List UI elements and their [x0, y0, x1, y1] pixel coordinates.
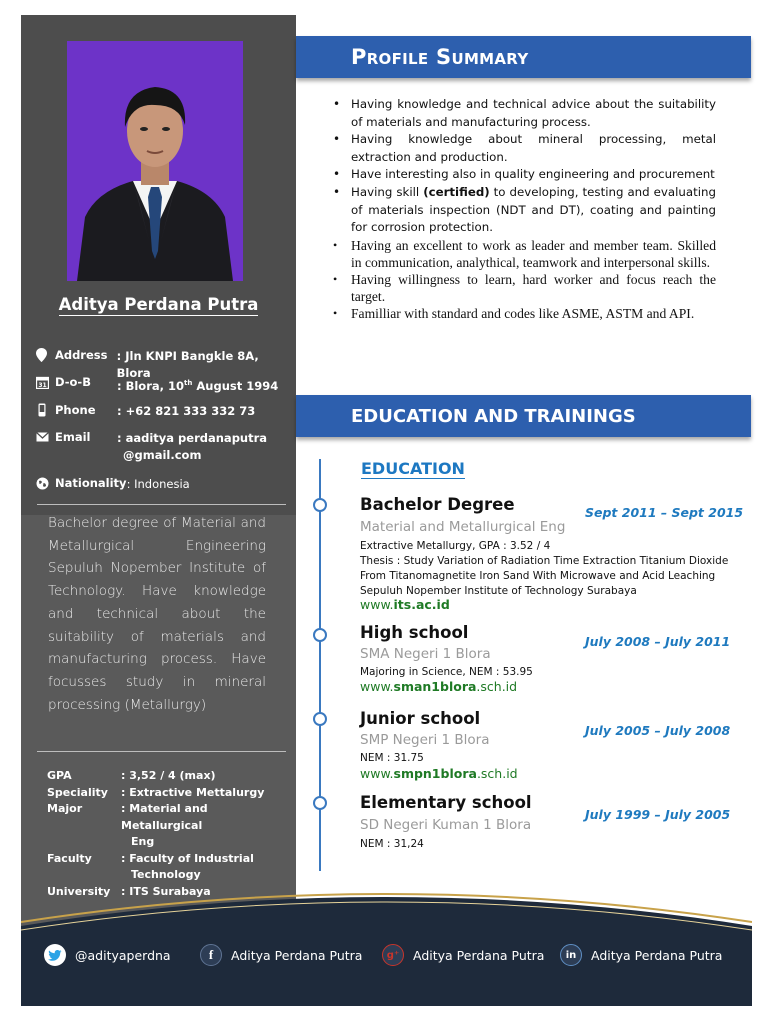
timeline-dot — [313, 628, 327, 642]
facebook-icon: f — [200, 944, 222, 966]
school-name: SMP Negeri 1 Blora — [360, 732, 490, 748]
academic-row-gpa: GPA : 3,52 / 4 (max) — [47, 769, 216, 782]
social-facebook[interactable] — [200, 944, 362, 966]
address-value: : Jln KNPI Bangkle 8A, Blora — [116, 349, 259, 380]
google-plus-icon: g⁺ — [382, 944, 404, 966]
education-period: July 2005 – July 2008 — [585, 723, 731, 738]
social-twitter[interactable] — [44, 944, 171, 966]
school-name: SD Negeri Kuman 1 Blora — [360, 817, 532, 833]
profile-bio: Bachelor degree of Material and Metallurgical Engineering Sepuluh Nopember Institute of Technology. Have knowledge and technical about the suitability of materials and manufacturing process. Have focusses study in mineral processing (Metallurgy) — [48, 515, 266, 713]
profile-summary-title: Profile Summary — [351, 45, 529, 69]
profile-summary-list — [330, 96, 716, 322]
summary-item: • Having knowledge and technical advice about the suitability of materials and manufacturing process. — [330, 96, 716, 131]
social-linkedin[interactable] — [560, 944, 722, 966]
profile-name-text: Aditya Perdana Putra — [58, 295, 259, 314]
summary-item: • Having knowledge about mineral processing, metal extraction and production. — [330, 131, 716, 166]
globe-icon — [35, 476, 49, 490]
education-details: Majoring in Science, NEM : 53.95 — [360, 666, 533, 678]
degree-title: Bachelor Degree — [360, 495, 515, 514]
education-details: Extractive Metallurgy, GPA : 3.52 / 4 Thesis : Study Variation of Radiation Time Extraction Titanium Dioxide From Titanomagnetite Iron Sand With Microwave and Acid Leaching Sepuluh Nopember Institute of Technology Surabaya — [360, 540, 729, 597]
dob-label: D-o-B — [55, 375, 91, 389]
sidebar-divider-bottom — [37, 751, 286, 752]
mobile-phone-icon — [35, 403, 49, 417]
summary-item: • Have interesting also in quality engineering and procurement — [330, 166, 716, 184]
profile-summary-header — [296, 36, 751, 78]
timeline-dot — [313, 712, 327, 726]
degree-title: High school — [360, 623, 469, 642]
timeline-dot — [313, 796, 327, 810]
nationality-label: Nationality — [55, 476, 127, 490]
map-pin-icon — [35, 348, 49, 362]
profile-name — [21, 295, 296, 314]
svg-text:31: 31 — [37, 381, 47, 389]
contact-email — [35, 430, 267, 464]
facebook-name: Aditya Perdana Putra — [231, 947, 363, 963]
phone-value: : +62 821 333 332 73 — [117, 404, 256, 418]
academic-info — [47, 768, 291, 900]
email-label: Email — [55, 430, 91, 444]
calendar-icon — [35, 375, 49, 389]
sidebar-divider-top — [37, 504, 286, 505]
linkedin-icon: in — [560, 944, 582, 966]
profile-photo — [67, 41, 243, 281]
twitter-handle: @adityaperdna — [75, 947, 171, 963]
education-details: NEM : 31.75 — [360, 752, 424, 764]
phone-label: Phone — [55, 403, 96, 417]
contact-nationality — [35, 476, 190, 493]
education-subtitle: EDUCATION — [361, 459, 465, 478]
envelope-icon — [35, 430, 49, 444]
contact-dob — [35, 375, 278, 395]
education-period: Sept 2011 – Sept 2015 — [585, 505, 744, 520]
school-website-link[interactable]: www.its.ac.id — [360, 597, 450, 612]
dob-value: : Blora, 10th August 1994 — [117, 378, 279, 393]
academic-row-university: University : ITS Surabaya — [47, 884, 211, 898]
school-name: Material and Metallurgical Eng — [360, 519, 566, 535]
academic-row-speciality: Speciality : Extractive Mettalurgy — [47, 785, 265, 799]
summary-item: • Familliar with standard and codes like ASME, ASTM and API. — [330, 305, 716, 322]
address-label: Address — [54, 348, 108, 362]
sidebar — [21, 15, 296, 945]
education-period: July 1999 – July 2005 — [585, 807, 731, 822]
academic-row-major: Major : Material and Metallurgical Eng — [47, 802, 208, 848]
degree-title: Elementary school — [360, 793, 532, 812]
email-value — [117, 430, 267, 464]
timeline-dot — [313, 498, 327, 512]
twitter-icon — [44, 944, 66, 966]
school-name: SMA Negeri 1 Blora — [360, 646, 491, 662]
school-website-link[interactable]: www.sman1blora.sch.id — [360, 679, 518, 694]
nationality-value: : Indonesia — [126, 477, 190, 491]
email-line-2: @gmail.com — [123, 448, 202, 462]
contact-phone — [35, 403, 255, 420]
linkedin-name: Aditya Perdana Putra — [591, 947, 723, 963]
education-details: NEM : 31,24 — [360, 838, 424, 850]
degree-title: Junior school — [360, 709, 481, 728]
school-website-link[interactable]: www.smpn1blora.sch.id — [360, 766, 518, 781]
summary-item: • Having an excellent to work as leader and member team. Skilled in communication, analythical, teamwork and interpersonal skills. — [330, 237, 716, 271]
academic-row-faculty: Faculty : Faculty of Industrial Technology — [47, 851, 254, 881]
googleplus-name: Aditya Perdana Putra — [413, 947, 545, 963]
summary-item: • Having skill (certified) to developing, testing and evaluating of materials inspection (NDT and DT), coating and painting for corrosion protection. — [330, 184, 716, 237]
social-googleplus[interactable] — [382, 944, 544, 966]
education-period: July 2008 – July 2011 — [585, 634, 731, 649]
summary-item: • Having willingness to learn, hard worker and focus reach the target. — [330, 271, 716, 305]
education-header — [296, 395, 751, 437]
education-title: EDUCATION AND TRAININGS — [351, 405, 636, 427]
email-line-1: : aaditya perdanaputra — [117, 431, 268, 445]
